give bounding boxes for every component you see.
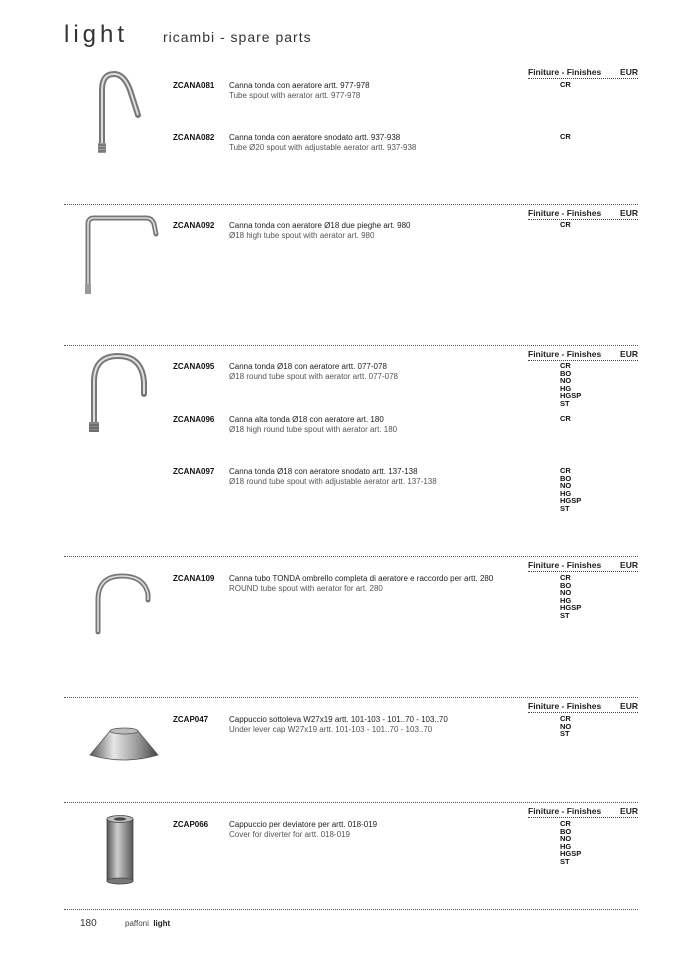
product-code: ZCANA109 [173, 574, 215, 583]
spout-image-zcana109 [90, 570, 156, 636]
product-description [229, 415, 397, 435]
page-number: 180 [80, 918, 97, 929]
finishes-header: Finiture - Finishes EUR [528, 806, 638, 816]
finish-list: CR [560, 80, 571, 89]
product-code: ZCANA095 [173, 362, 215, 371]
product-code: ZCANA097 [173, 467, 215, 476]
description-it: Canna tonda Ø18 con aeratore snodato artt. 137-138 [229, 467, 418, 476]
spout-image-zcana092 [80, 212, 160, 296]
product-description [229, 362, 398, 382]
section-divider [64, 697, 638, 698]
description-it: Canna tonda Ø18 con aeratore artt. 077-078 [229, 362, 387, 371]
section-divider [64, 556, 638, 557]
product-code: ZCANA092 [173, 221, 215, 230]
description-en: Ø18 high round tube spout with aerator art. 180 [229, 425, 398, 434]
finish-list: CR [560, 132, 571, 141]
finish-list: CR BO NO HG HGSP ST [560, 361, 582, 408]
description-it: Canna tubo TONDA ombrello completa di aeratore e raccordo per artt. 280 [229, 574, 494, 583]
description-en: ROUND tube spout with aerator for art. 280 [229, 584, 383, 593]
product-code: ZCAP066 [173, 820, 209, 829]
section-divider [64, 204, 638, 205]
finishes-header: Finiture - Finishes EUR [528, 560, 638, 570]
product-description [229, 221, 410, 241]
spout-image-zcana081 [92, 68, 148, 156]
footer-brand-name: light [153, 919, 171, 928]
currency-label: EUR [620, 67, 638, 77]
finish-list: CR BO NO HG HGSP ST [560, 573, 582, 620]
finishes-header: Finiture - Finishes EUR [528, 349, 638, 359]
lever-cap-image-zcap047 [86, 725, 162, 765]
finishes-header: Finiture - Finishes EUR [528, 208, 638, 218]
description-en: Ø18 round tube spout with adjustable aerator artt. 137-138 [229, 477, 437, 486]
product-description [229, 81, 370, 101]
description-en: Cover for diverter for artt. 018-019 [229, 830, 350, 839]
product-description [229, 715, 448, 735]
product-description [229, 133, 416, 153]
finishes-header: Finiture - Finishes EUR [528, 701, 638, 711]
description-en: Tube Ø20 spout with adjustable aerator artt. 937-938 [229, 143, 417, 152]
finishes-label: Finiture - Finishes [528, 67, 602, 77]
footer-brand [125, 919, 170, 928]
finish-list: CR BO NO HG HGSP ST [560, 466, 582, 513]
product-description [229, 467, 437, 487]
product-description [229, 574, 493, 594]
product-code: ZCANA096 [173, 415, 215, 424]
spout-image-zcana095 [84, 352, 154, 440]
description-en: Ø18 high tube spout with aerator art. 980 [229, 231, 375, 240]
product-code: ZCAP047 [173, 715, 209, 724]
description-it: Canna tonda con aeratore snodato artt. 937-938 [229, 133, 401, 142]
description-it: Canna tonda con aeratore Ø18 due pieghe art. 980 [229, 221, 411, 230]
catalog-brand-title: light [64, 21, 129, 48]
description-en: Under lever cap W27x19 artt. 101-103 - 101..70 - 103..70 [229, 725, 433, 734]
finishes-header [528, 67, 638, 79]
description-it: Canna alta tonda Ø18 con aeratore art. 180 [229, 415, 384, 424]
diverter-cover-image-zcap066 [104, 814, 136, 886]
footer-brand-prefix: paffoni [125, 919, 149, 928]
finish-list: CR BO NO HG HGSP ST [560, 819, 582, 866]
finish-list: CR [560, 414, 571, 423]
description-en: Ø18 round tube spout with aerator artt. 077-078 [229, 372, 398, 381]
product-description [229, 820, 377, 840]
description-it: Canna tonda con aeratore artt. 977-978 [229, 81, 370, 90]
finish-list: CR [560, 220, 571, 229]
description-en: Tube spout with aerator artt. 977-978 [229, 91, 361, 100]
section-divider [64, 345, 638, 346]
section-divider [64, 802, 638, 803]
product-code: ZCANA082 [173, 133, 215, 142]
description-it: Cappuccio per deviatore per artt. 018-019 [229, 820, 378, 829]
product-code: ZCANA081 [173, 81, 215, 90]
finish-list: CR NO ST [560, 714, 572, 739]
description-it: Cappuccio sottoleva W27x19 artt. 101-103 - 101..70 - 103..70 [229, 715, 448, 724]
section-divider [64, 909, 638, 910]
catalog-subtitle: ricambi - spare parts [163, 29, 312, 45]
